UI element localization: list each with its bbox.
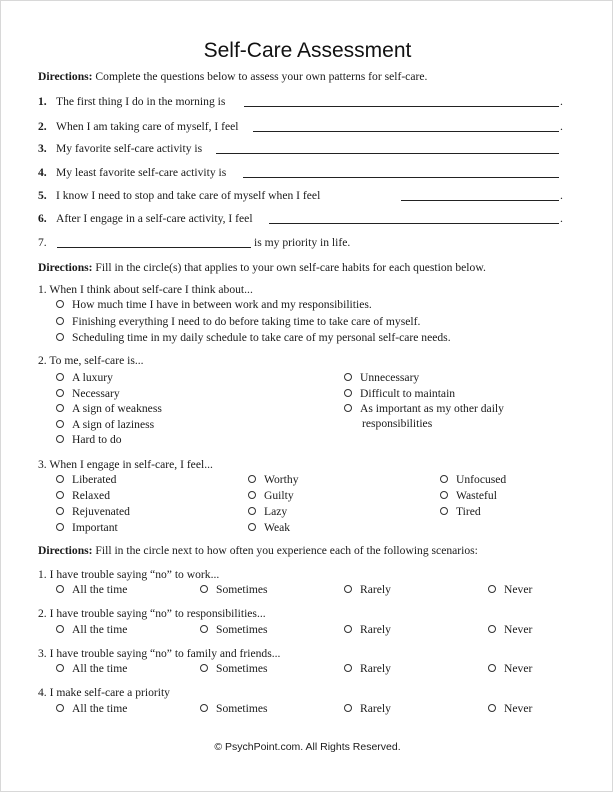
option-row[interactable] <box>56 418 154 432</box>
scale-option[interactable] <box>200 702 268 716</box>
option-label: Rarely <box>360 662 391 675</box>
question-number: 4. <box>38 166 47 179</box>
radio-circle[interactable] <box>440 475 448 483</box>
directions-label: Directions: <box>38 70 93 83</box>
option-row[interactable] <box>440 505 481 519</box>
radio-circle[interactable] <box>56 585 64 593</box>
question-text: The first thing I do in the morning is <box>56 95 226 108</box>
option-row[interactable] <box>344 371 419 385</box>
option-label: Tired <box>456 505 481 518</box>
question-1 <box>38 95 225 109</box>
option-label: Liberated <box>72 473 117 486</box>
option-label: Unnecessary <box>360 371 420 384</box>
option-label: Scheduling time in my daily schedule to take care of my personal self-care needs. <box>72 331 451 344</box>
option-label: Guilty <box>264 489 294 502</box>
radio-circle[interactable] <box>56 507 64 515</box>
question-text: My favorite self-care activity is <box>56 142 203 155</box>
radio-circle[interactable] <box>248 491 256 499</box>
option-label: Difficult to maintain <box>360 387 456 400</box>
answer-line-1[interactable] <box>244 97 559 107</box>
radio-circle[interactable] <box>56 389 64 397</box>
radio-circle[interactable] <box>56 664 64 672</box>
option-label: Never <box>504 583 533 596</box>
option-label-continuation: responsibilities <box>362 417 433 430</box>
radio-circle[interactable] <box>56 317 64 325</box>
checklist-question-3: 3. When I engage in self-care, I feel... <box>38 458 213 471</box>
radio-circle[interactable] <box>440 507 448 515</box>
option-label: Never <box>504 702 533 715</box>
directions-text: Fill in the circle(s) that applies to your own self-care habits for each question below. <box>92 261 486 274</box>
option-row[interactable] <box>56 298 372 312</box>
radio-circle[interactable] <box>344 404 352 412</box>
option-label: Rarely <box>360 623 391 636</box>
radio-circle[interactable] <box>488 585 496 593</box>
option-label: A sign of weakness <box>72 402 162 415</box>
option-row[interactable] <box>56 473 116 487</box>
question-number: 3. <box>38 142 47 155</box>
radio-circle[interactable] <box>344 389 352 397</box>
option-row[interactable] <box>56 402 162 416</box>
question-5 <box>38 189 320 203</box>
option-row[interactable] <box>56 489 110 503</box>
scale-option[interactable] <box>200 583 268 597</box>
scale-option[interactable] <box>344 662 391 676</box>
answer-line-5[interactable] <box>401 191 559 201</box>
scale-option[interactable] <box>200 623 268 637</box>
option-label: Lazy <box>264 505 288 518</box>
option-row[interactable] <box>56 505 130 519</box>
option-label: As important as my other daily <box>360 402 504 415</box>
option-row[interactable] <box>56 371 113 385</box>
answer-line-4[interactable] <box>243 168 559 178</box>
directions-label: Directions: <box>38 261 93 274</box>
option-label: Finishing everything I need to do before taking time to take care of myself. <box>72 315 421 328</box>
radio-circle[interactable] <box>56 523 64 531</box>
option-label: All the time <box>72 662 128 675</box>
option-row[interactable] <box>344 402 504 416</box>
scale-option[interactable] <box>56 662 127 676</box>
scenario-question-3: 3. I have trouble saying “no” to family and friends... <box>38 647 281 660</box>
radio-circle[interactable] <box>200 585 208 593</box>
answer-line-6[interactable] <box>269 214 559 224</box>
scale-option[interactable] <box>200 662 268 676</box>
question-text: My least favorite self-care activity is <box>56 166 227 179</box>
scale-option[interactable] <box>488 623 532 637</box>
copyright-footer: © PsychPoint.com. All Rights Reserved. <box>214 741 401 753</box>
question-7-text: is my priority in life. <box>254 236 351 249</box>
radio-circle[interactable] <box>248 507 256 515</box>
option-row[interactable] <box>248 489 294 503</box>
scale-option[interactable] <box>56 623 127 637</box>
question-number: 5. <box>38 189 47 202</box>
radio-circle[interactable] <box>248 475 256 483</box>
question-number: 2. <box>38 120 47 133</box>
checklist-question-1: 1. When I think about self-care I think about... <box>38 283 253 296</box>
option-label: Unfocused <box>456 473 507 486</box>
scale-option[interactable] <box>344 623 391 637</box>
option-row[interactable] <box>56 433 122 447</box>
option-label: Sometimes <box>216 702 268 715</box>
option-label: Never <box>504 662 533 675</box>
option-label: Sometimes <box>216 623 268 636</box>
directions-3 <box>38 544 478 558</box>
radio-circle[interactable] <box>56 475 64 483</box>
radio-circle[interactable] <box>56 420 64 428</box>
radio-circle[interactable] <box>56 404 64 412</box>
option-row[interactable] <box>56 387 120 401</box>
line-end-period: . <box>560 120 563 133</box>
option-row[interactable] <box>56 521 118 535</box>
question-4 <box>38 166 226 180</box>
scale-option[interactable] <box>344 583 391 597</box>
option-label: A sign of laziness <box>72 418 155 431</box>
directions-2 <box>38 261 486 275</box>
question-7-number: 7. <box>38 236 47 249</box>
scale-option[interactable] <box>344 702 391 716</box>
option-label: Sometimes <box>216 662 268 675</box>
scenario-question-2: 2. I have trouble saying “no” to responsibilities... <box>38 607 266 620</box>
directions-text: Fill in the circle next to how often you experience each of the following scenarios: <box>92 544 478 557</box>
option-row[interactable] <box>344 387 455 401</box>
question-number: 1. <box>38 95 47 108</box>
radio-circle[interactable] <box>56 435 64 443</box>
option-label: A luxury <box>72 371 113 384</box>
radio-circle[interactable] <box>488 625 496 633</box>
radio-circle[interactable] <box>344 704 352 712</box>
radio-circle[interactable] <box>488 704 496 712</box>
answer-line-3[interactable] <box>216 144 559 154</box>
option-row[interactable] <box>248 521 290 535</box>
option-row[interactable] <box>440 489 497 503</box>
question-text: After I engage in a self-care activity, I feel <box>56 212 253 225</box>
option-label: Weak <box>264 521 291 534</box>
option-label: Relaxed <box>72 489 110 502</box>
option-row[interactable] <box>248 505 287 519</box>
option-label: Sometimes <box>216 583 268 596</box>
radio-circle[interactable] <box>56 300 64 308</box>
line-end-period: . <box>560 189 563 202</box>
radio-circle[interactable] <box>344 373 352 381</box>
scale-option[interactable] <box>56 583 127 597</box>
directions-label: Directions: <box>38 544 93 557</box>
radio-circle[interactable] <box>56 333 64 341</box>
scale-option[interactable] <box>56 702 127 716</box>
option-label: Important <box>72 521 118 534</box>
option-row[interactable] <box>248 473 299 487</box>
option-label: Worthy <box>264 473 299 486</box>
answer-line-2[interactable] <box>253 122 559 132</box>
option-label: How much time I have in between work and my responsibilities. <box>72 298 372 311</box>
question-text: I know I need to stop and take care of myself when I feel <box>56 189 321 202</box>
radio-circle[interactable] <box>56 704 64 712</box>
option-label: Necessary <box>72 387 120 400</box>
option-row[interactable] <box>56 331 451 345</box>
option-label: Wasteful <box>456 489 497 502</box>
radio-circle[interactable] <box>56 491 64 499</box>
option-label: All the time <box>72 702 128 715</box>
question-2 <box>38 120 239 134</box>
page-title: Self-Care Assessment <box>203 39 412 62</box>
scale-option[interactable] <box>488 662 532 676</box>
scale-option[interactable] <box>488 702 532 716</box>
directions-1 <box>38 70 427 84</box>
radio-circle[interactable] <box>56 373 64 381</box>
line-end-period: . <box>560 212 563 225</box>
option-label: Rarely <box>360 583 391 596</box>
radio-circle[interactable] <box>56 625 64 633</box>
option-row[interactable] <box>440 473 506 487</box>
answer-line-7[interactable] <box>57 238 251 248</box>
option-label: Rejuvenated <box>72 505 130 518</box>
radio-circle[interactable] <box>344 625 352 633</box>
line-end-period: . <box>560 95 563 108</box>
option-label: Hard to do <box>72 433 122 446</box>
radio-circle[interactable] <box>200 664 208 672</box>
radio-circle[interactable] <box>344 664 352 672</box>
option-label: Rarely <box>360 702 391 715</box>
directions-text: Complete the questions below to assess your own patterns for self-care. <box>92 70 428 83</box>
option-label: Never <box>504 623 533 636</box>
scenario-question-1: 1. I have trouble saying “no” to work... <box>38 568 220 581</box>
question-text: When I am taking care of myself, I feel <box>56 120 239 133</box>
checklist-question-2: 2. To me, self-care is... <box>38 354 144 367</box>
option-label: All the time <box>72 623 128 636</box>
radio-circle[interactable] <box>344 585 352 593</box>
question-3 <box>38 142 202 156</box>
option-label: All the time <box>72 583 128 596</box>
radio-circle[interactable] <box>200 704 208 712</box>
scenario-question-4: 4. I make self-care a priority <box>38 686 170 699</box>
option-row[interactable] <box>56 315 420 329</box>
question-6 <box>38 212 253 226</box>
radio-circle[interactable] <box>248 523 256 531</box>
scale-option[interactable] <box>488 583 532 597</box>
radio-circle[interactable] <box>488 664 496 672</box>
question-number: 6. <box>38 212 47 225</box>
radio-circle[interactable] <box>440 491 448 499</box>
radio-circle[interactable] <box>200 625 208 633</box>
